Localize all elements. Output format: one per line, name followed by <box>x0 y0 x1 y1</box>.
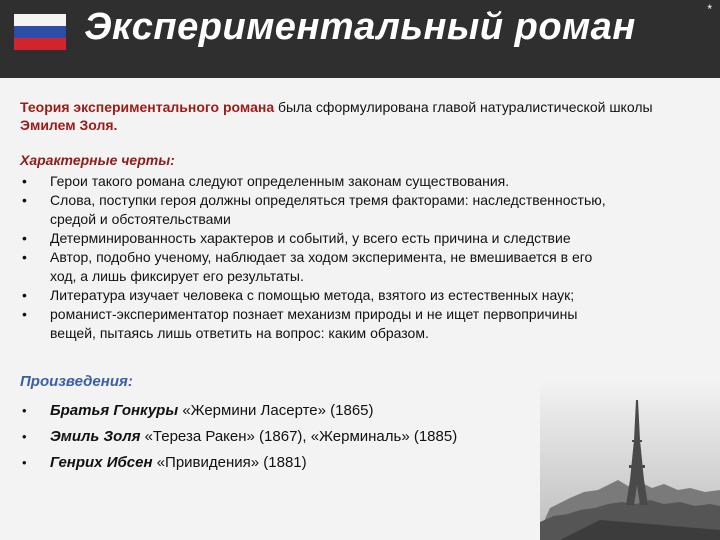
work-title: «Привидения» (1881) <box>152 454 307 471</box>
list-item: • романист-экспериментатор познает механизм природы и не ищет первопричины <box>20 305 700 324</box>
traits-list <box>20 172 700 343</box>
intro-highlight-theory: Теория экспериментального романа <box>20 99 275 115</box>
header-bar <box>0 0 720 78</box>
work-title: «Тереза Ракен» (1867), «Жерминаль» (1885) <box>140 428 458 445</box>
work-author: Братья Гонкуры <box>50 402 179 419</box>
traits-heading: Характерные черты: <box>20 152 175 168</box>
work-author: Эмиль Золя <box>50 428 141 445</box>
list-item: • Слова, поступки героя должны определяться тремя факторами: наследственностью, <box>20 191 700 210</box>
list-item: • Автор, подобно ученому, наблюдает за ходом эксперимента, не вмешивается в его <box>20 248 700 267</box>
slide-title: Экспериментальный роман <box>84 6 636 48</box>
list-item <box>20 424 680 450</box>
work-title: «Жермини Ласерте» (1865) <box>178 402 374 419</box>
list-item-continuation: вещей, пытаясь лишь ответить на вопрос: каким образом. <box>50 325 429 341</box>
intro-text: была сформулирована главой натуралистической школы <box>274 99 653 115</box>
intro-paragraph <box>20 98 700 134</box>
works-list <box>20 398 680 476</box>
star-mark: * <box>707 2 712 16</box>
list-item-continuation: средой и обстоятельствами <box>50 211 231 227</box>
work-author: Генрих Ибсен <box>50 454 153 471</box>
list-item: • Детерминированность характеров и событий, у всего есть причина и следствие <box>20 229 700 248</box>
list-item: • Герои такого романа следуют определенным законам существования. <box>20 172 700 191</box>
list-item <box>20 450 680 476</box>
list-item-continuation: ход, а лишь фиксирует его результаты. <box>50 268 304 284</box>
intro-highlight-zola: Эмилем Золя. <box>20 117 118 133</box>
list-item: • Литература изучает человека с помощью метода, взятого из естественных наук; <box>20 286 700 305</box>
list-item <box>20 398 680 424</box>
works-heading: Произведения: <box>20 373 133 390</box>
